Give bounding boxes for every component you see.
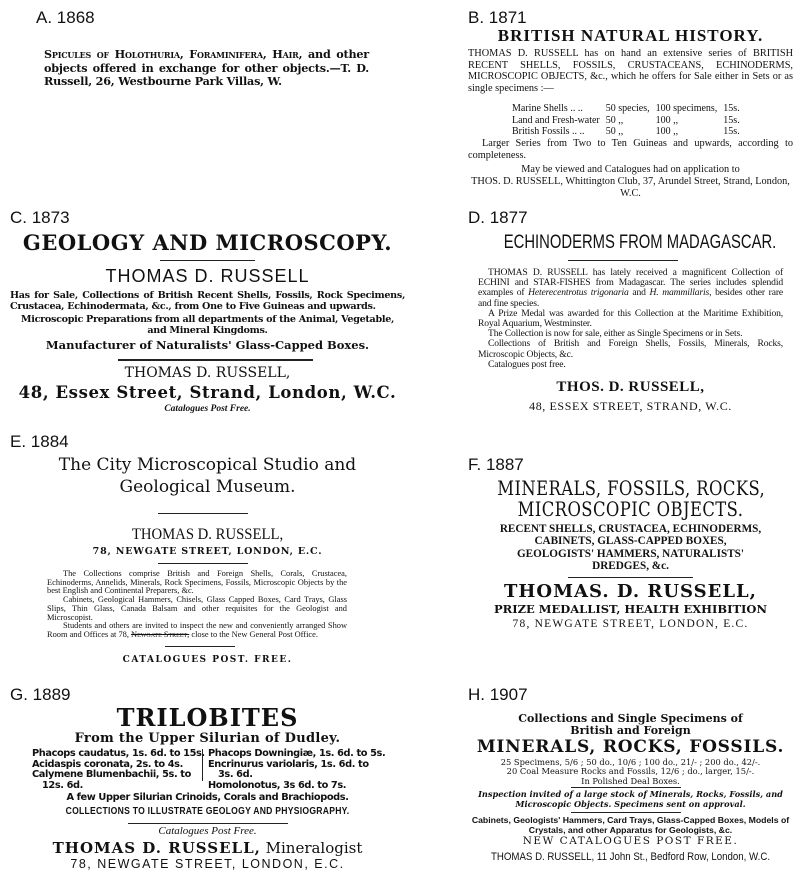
table-cell: Land and Fresh-water <box>512 114 600 126</box>
panel-label: F. 1887 <box>468 455 524 474</box>
advert-rest: and other objects offered in exchange for other objects.—T. D. Russell, 26, Westbourne Park Villas, W. <box>44 47 369 88</box>
list-item: Phacops Downingiæ, 1s. 6d. to 5s. <box>208 748 386 759</box>
advert-panel-e <box>10 432 405 672</box>
advert-panel-h <box>463 685 798 870</box>
text: besides other rare and fine species. <box>478 287 783 309</box>
advert-address: 78, NEWGATE STREET, LONDON, E.C. <box>92 546 323 557</box>
advert-inspection: Inspection invited of a large stock of Minerals, Rocks, Fossils, and Microscopic Objects. Specimens sent on approval. <box>478 789 783 809</box>
text: THOMAS D. RUSSELL has lately received a magnificent Collection of ECHINI and STAR-FISHES from Madagascar. The series includes splendid examples of <box>478 267 783 299</box>
panel-label: A. 1868 <box>36 8 95 27</box>
heading-line: Collections and Single Specimens of <box>518 712 743 725</box>
advert-text <box>44 48 369 89</box>
price-line: 20 Coal Measure Rocks and Fossils, 12/6 ; do., larger, 15/-. <box>506 766 755 777</box>
advert-title: MINERALS, ROCKS, FOSSILS. <box>476 737 785 757</box>
list-item: Encrinurus variolaris, 1s. 6d. to <box>208 758 369 770</box>
divider <box>571 787 681 788</box>
list-item: Homolonotus, 3s 6d. to 7s. <box>208 779 347 791</box>
table-cell: Marine Shells .. .. <box>512 103 583 114</box>
advert-catalogues: CATALOGUES POST. FREE. <box>122 655 293 665</box>
advert-catalogues: Catalogues Post Free. <box>158 825 257 837</box>
list-item: Phacops caudatus, 1s. 6d. to 15s. <box>32 748 205 759</box>
price-line: In Polished Deal Boxes. <box>581 775 680 786</box>
divider <box>118 359 313 361</box>
advert-title: TRILOBITES <box>116 703 299 732</box>
panel-label: H. 1907 <box>468 685 528 704</box>
advert-body <box>478 268 783 370</box>
advert-title: GEOLOGY AND MICROSCOPY. <box>22 230 393 255</box>
divider <box>571 812 681 813</box>
species-name: H. mammillaris, <box>649 287 712 299</box>
text: and <box>628 287 650 299</box>
advert-paragraph <box>47 622 347 639</box>
advert-larger-series: Larger Series from Two to Ten Guineas and upwards, according to completeness. <box>468 138 793 161</box>
list-item: 3s. 6d. <box>218 769 253 781</box>
advert-paragraph <box>478 268 783 309</box>
advert-paragraph: Catalogues post free. <box>488 358 566 370</box>
advert-collections: COLLECTIONS TO ILLUSTRATE GEOLOGY AND PHYSIOGRAPHY. <box>65 806 350 817</box>
species-name: Heterecentrotus trigonaria <box>528 287 629 299</box>
divider <box>165 646 235 647</box>
advert-address: THOMAS D. RUSSELL, 11 John St., Bedford Row, London, W.C. <box>490 851 771 863</box>
table-cell: 15s. <box>723 103 740 114</box>
list-item: RECENT SHELLS, CRUSTACEA, ECHINODERMS, <box>499 523 762 535</box>
advert-address: 48, Essex Street, Strand, London, W.C. <box>18 383 397 402</box>
advert-medal: PRIZE MEDALLIST, HEALTH EXHIBITION <box>494 602 767 616</box>
name-text: THOMAS D. RUSSELL, <box>52 839 261 857</box>
table-cell: 50 ,, <box>605 114 624 126</box>
advert-paragraph: Cabinets, Geological Hammers, Chisels, Glass Capped Boxes, Card Trays, Glass Slips, Thin Glass, Canada Balsam and other requisites for the Geologist and Microscopist. <box>47 595 347 622</box>
divider <box>160 260 255 261</box>
advert-heading <box>463 713 798 736</box>
advert-panel-d <box>468 208 793 413</box>
advert-address: 48, ESSEX STREET, STRAND, W.C. <box>529 399 732 413</box>
text: close to the New General Post Office. <box>189 629 318 639</box>
panel-label: E. 1884 <box>10 432 69 451</box>
advert-view-note: May be viewed and Catalogues had on application to <box>521 164 740 175</box>
advert-name: THOMAS D. RUSSELL, <box>131 526 284 543</box>
advert-address: 78, NEWGATE STREET, LONDON, E.C. <box>512 618 749 630</box>
table-cell: 100 ,, <box>655 126 679 137</box>
advert-address: 78, NEWGATE STREET, LONDON, E.C. <box>70 857 345 871</box>
panel-label: B. 1871 <box>468 8 527 27</box>
struck-text: Newgate Street, <box>131 629 190 639</box>
table-cell: 50 species, <box>605 103 650 114</box>
title-line: MICROSCOPIC OBJECTS. <box>517 497 744 521</box>
list-item: Calymene Blumenbachii, 5s. to <box>32 769 191 781</box>
heading-line: British and Foreign <box>570 723 691 737</box>
divider <box>128 823 288 824</box>
advert-name: THOMAS D. RUSSELL <box>105 266 310 286</box>
advert-paragraph: Has for Sale, Collections of British Recent Shells, Fossils, Rock Specimens, Crustacea, Echinodermata, &c., from One to Five Guineas and upwards. <box>10 290 405 312</box>
product-list <box>468 523 793 573</box>
advert-panel-c <box>10 208 405 413</box>
title-line: MINERALS, FOSSILS, ROCKS, <box>497 476 766 500</box>
species-column-left <box>32 748 205 791</box>
advert-catalogues: NEW CATALOGUES POST FREE. <box>522 835 739 847</box>
advert-panel-b <box>468 8 793 199</box>
divider <box>158 513 248 514</box>
advert-address: THOS. D. RUSSELL, Whittington Club, 37, Arundel Street, Strand, London, W.C. <box>471 176 790 199</box>
table-row <box>512 126 746 138</box>
list-item: Acidaspis coronata, 2s. to 4s. <box>32 758 183 770</box>
advert-lead: Spicules of Holothuria, Foraminifera, Hair, <box>44 47 303 61</box>
divider <box>568 577 693 578</box>
panel-label: D. 1877 <box>468 208 528 227</box>
advert-panel-f <box>468 455 793 655</box>
advert-name: THOMAS. D. RUSSELL, <box>504 581 757 602</box>
advert-title <box>10 454 405 498</box>
panel-label: C. 1873 <box>10 208 70 227</box>
table-row <box>512 115 746 127</box>
divider <box>568 260 678 261</box>
table-row <box>512 103 746 115</box>
list-item: 12s. 6d. <box>42 779 83 791</box>
table-cell: 100 ,, <box>655 114 679 126</box>
advert-name: THOMAS D. RUSSELL, <box>124 365 291 381</box>
advert-cabinets: Cabinets, Geologists' Hammers, Card Trays, Glass-Capped Boxes, Models of Crystals, and other Apparatus for Geologists, &c. <box>471 815 790 835</box>
advert-title <box>497 478 764 520</box>
text: Students and others are invited to inspect the new and conveniently arranged Show Room and Offices at 78, <box>47 621 347 639</box>
divider <box>158 563 248 564</box>
table-cell: 15s. <box>723 114 740 126</box>
advert-prices <box>463 758 798 786</box>
species-column-right <box>202 748 388 791</box>
advert-catalogues: Catalogues Post Free. <box>164 404 251 414</box>
table-cell: 15s. <box>723 126 740 137</box>
advert-name: THOS. D. RUSSELL, <box>556 379 705 395</box>
advert-paragraph: Collections of British and Foreign Shells, Fossils, Minerals, Rocks, Microscopic Objects, &c. <box>478 338 783 360</box>
table-cell: 50 ,, <box>605 126 624 137</box>
advert-panel-a <box>36 8 376 88</box>
advert-title: BRITISH NATURAL HISTORY. <box>497 26 764 45</box>
table-cell: British Fossils .. .. <box>512 126 585 137</box>
advert-panel-g <box>10 685 405 870</box>
advert-paragraph: The Collection is now for sale, either as Single Specimens or in Sets. <box>488 328 743 340</box>
advert-paragraph: Microscopic Preparations from all departments of the Animal, Vegetable, and Mineral Kingdoms. <box>20 314 395 336</box>
price-table <box>512 103 746 138</box>
role-text: Mineralogist <box>260 839 363 857</box>
advert-manufacturer: Manufacturer of Naturalists' Glass-Capped Boxes. <box>45 338 370 352</box>
panel-label: G. 1889 <box>10 685 71 704</box>
advert-note: A few Upper Silurian Crinoids, Corals and Brachiopods. <box>66 792 349 803</box>
title-line: The City Microscopical Studio and <box>58 455 357 475</box>
advert-name <box>10 839 405 857</box>
advert-body <box>47 570 347 640</box>
title-line: Geological Museum. <box>119 477 296 497</box>
advert-title: ECHINODERMS FROM MADAGASCAR. <box>503 232 777 253</box>
advert-paragraph: The Collections comprise British and Foreign Shells, Corals, Crustacea, Echinoderms, Annelids, Minerals, Rock Specimens, Fossils, Microscopic Objects by the best English and Continental Preparers, &c. <box>47 569 347 596</box>
table-cell: 100 specimens, <box>655 103 718 114</box>
advert-intro: THOMAS D. RUSSELL has on hand an extensive series of BRITISH RECENT SHELLS, FOSSILS, CRUSTACEANS, ECHINODERMS, MICROSCOPIC OBJECTS, &c., which he offers for Sale either in Sets or as single specimens :— <box>468 48 793 94</box>
advert-subtitle: From the Upper Silurian of Dudley. <box>74 731 341 746</box>
list-item: CABINETS, GLASS-CAPPED BOXES, <box>534 535 727 548</box>
list-item: GEOLOGISTS' HAMMERS, NATURALISTS' <box>516 547 744 560</box>
price-line: 25 Specimens, 5/6 ; 50 do., 10/6 ; 100 do., 21/- ; 200 do., 42/-. <box>500 757 761 767</box>
list-item: DREDGES, &c. <box>592 560 669 573</box>
advert-paragraph: A Prize Medal was awarded for this Collection at the Maritime Exhibition, Royal Aquarium, Westminster. <box>478 307 783 330</box>
